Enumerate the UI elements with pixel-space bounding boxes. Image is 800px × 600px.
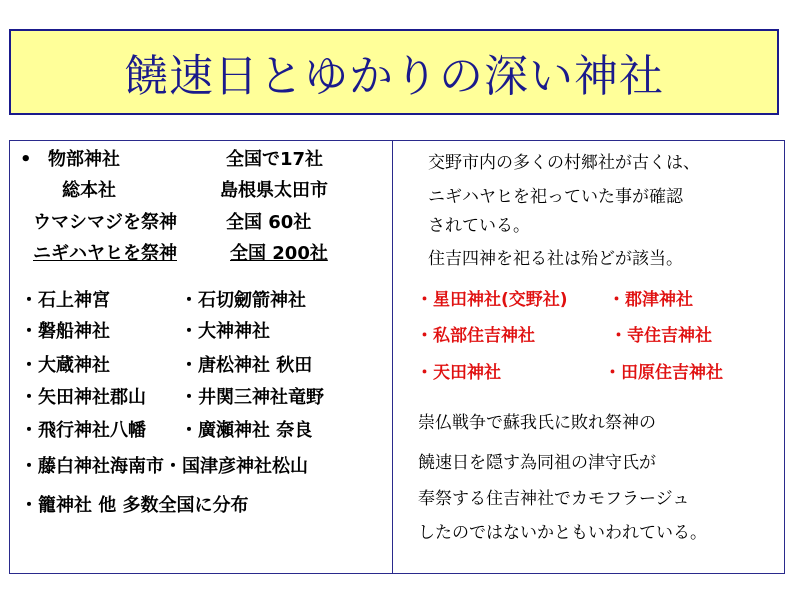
summary-value: 島根県太田市 [220,180,328,201]
closing-line: 奉祭する住吉神社でカモフラージュ [418,489,690,509]
summary-label: 総本社 [62,180,116,201]
shrine-item: ・矢田神社郡山 [20,387,146,408]
red-shrine-item: ・天田神社 [416,363,501,383]
shrine-item: ・廣瀬神社 奈良 [180,420,313,441]
summary-value: 全国 60社 [226,212,312,233]
shrine-item: ・大神神社 [180,321,270,342]
shrine-item: ・井関三神社竜野 [180,387,324,408]
shrine-line: ・籠神社 他 多数全国に分布 [20,495,249,516]
closing-line: したのではないかともいわれている。 [418,523,707,543]
closing-line: 饒速日を隠す為同祖の津守氏が [418,453,656,473]
red-shrine-item: ・寺住吉神社 [610,326,712,346]
column-divider [392,140,393,574]
red-shrine-item: ・田原住吉神社 [604,363,723,383]
page-title: 饒速日とゆかりの深い神社 [124,51,664,102]
intro-line: ニギハヤヒを祀っていた事が確認 [428,187,683,207]
shrine-item: ・石上神宮 [20,290,110,311]
title-banner [9,29,779,115]
shrine-item: ・石切劒箭神社 [180,290,306,311]
summary-label: 物部神社 [48,149,120,170]
red-shrine-item: ・星田神社(交野社) [416,290,568,310]
shrine-item: ・飛行神社八幡 [20,420,146,441]
summary-label: ウマシマジを祭神 [33,212,177,233]
summary-value: 全国 200社 [230,243,328,264]
intro-line: 住吉四神を祀る社は殆どが該当。 [428,249,683,269]
red-shrine-item: ・私部住吉神社 [416,326,535,346]
closing-line: 崇仏戦争で蘇我氏に敗れ祭神の [418,413,656,433]
red-shrine-item: ・郡津神社 [608,290,693,310]
shrine-item: ・磐船神社 [20,321,110,342]
shrine-item: ・大蔵神社 [20,355,110,376]
summary-value: 全国で17社 [226,149,324,170]
summary-label: ニギハヤヒを祭神 [33,243,177,264]
shrine-item: ・唐松神社 秋田 [180,355,313,376]
summary-bullet: • [20,149,32,170]
intro-line: されている。 [428,216,530,236]
shrine-line: ・藤白神社海南市・国津彦神社松山 [20,456,308,477]
intro-line: 交野市内の多くの村郷社が古くは、 [428,153,700,173]
